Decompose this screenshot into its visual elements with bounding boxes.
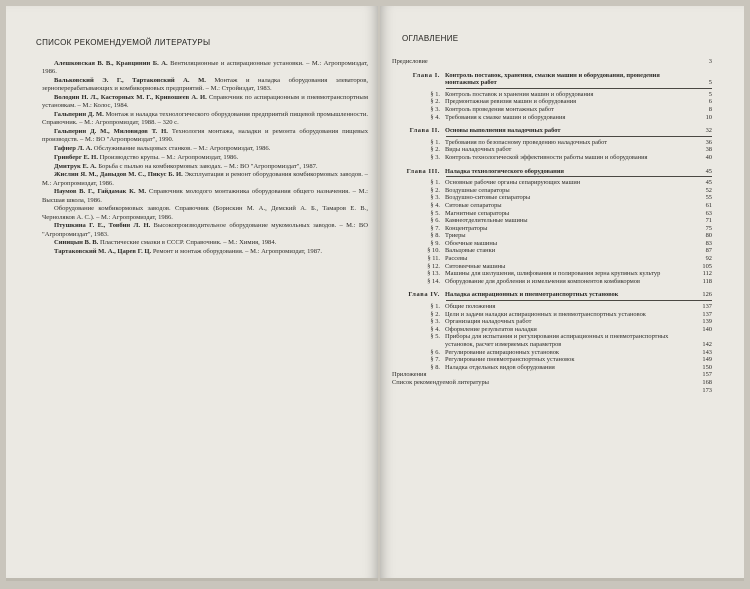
- bibliography-entry: [42, 222, 368, 238]
- bibliography-entry: [42, 60, 368, 76]
- toc-page-number: 140: [702, 325, 712, 333]
- toc-title: Регулирование аспирационных установок: [445, 348, 560, 356]
- bibliography-heading: СПИСОК РЕКОМЕНДУЕМОЙ ЛИТЕРАТУРЫ: [36, 38, 211, 47]
- bibliography-entry: [42, 205, 368, 221]
- toc-title: Требования по безопасному проведению наладочных работ: [445, 138, 608, 146]
- left-page: [6, 6, 378, 581]
- toc-page-number: 126: [702, 291, 712, 299]
- toc-title: Цели и задачи наладки аспирационных и пневмотранспортных установок: [445, 310, 646, 318]
- bibliography-entry: [42, 94, 368, 110]
- toc-section: [392, 98, 712, 106]
- toc-page-number: 71: [705, 217, 712, 225]
- entry-author: Вальковский Э. Г., Тартаковский А. М.: [54, 77, 206, 84]
- toc-section: [392, 114, 712, 122]
- toc-section: [392, 232, 712, 240]
- toc-title: Наладка аспирационных и пневмотранспортных установок: [445, 291, 619, 299]
- toc-label: Глава II.: [409, 127, 440, 135]
- bibliography-entry: [42, 248, 368, 256]
- toc-page-number: 143: [702, 348, 712, 356]
- chapter-rule: [446, 88, 712, 89]
- toc-page-number: 52: [705, 186, 712, 194]
- toc-label: § 4.: [430, 325, 440, 333]
- toc-page-number: 32: [705, 127, 712, 135]
- toc-page-number: 10: [705, 113, 712, 121]
- toc-title: Триеры: [445, 232, 466, 240]
- entry-text: Пластические смазки в СССР. Справочник. – М.: Химия, 1984.: [99, 239, 277, 247]
- toc-page-number: 80: [705, 232, 712, 240]
- toc-page-number: 112: [702, 270, 712, 278]
- toc-page-number: 3: [708, 58, 712, 65]
- toc-title: Наладка технологического оборудования: [445, 167, 564, 175]
- toc-section: [392, 217, 712, 225]
- toc-title: Требования к смазке машин и оборудования: [445, 113, 566, 121]
- toc-page-number: 87: [705, 247, 712, 255]
- toc-section: [392, 326, 712, 334]
- toc-title: Воздушно-ситовые сепараторы: [445, 194, 531, 202]
- toc-title: Оформление результатов наладки: [445, 325, 537, 333]
- toc-label: § 2.: [430, 310, 440, 318]
- toc-label: § 2.: [430, 186, 440, 194]
- toc-section: [392, 303, 712, 311]
- table-of-contents: [392, 58, 712, 394]
- entry-text: Технология монтажа, наладки и ремонта оборудования пищевых производств. – М.: ВО "Агропромиздат", 1990.: [42, 128, 368, 144]
- entry-text: Монтаж и наладка технологического оборудования предприятий пищевой промышленности. Справочник. – М.: Агропромиздат, 1988. – 320 с.: [42, 111, 368, 127]
- toc-title: Камнеотделительные машины: [445, 217, 528, 225]
- toc-title: Предмонтажная ревизия машин и оборудования: [445, 98, 577, 106]
- toc-label: § 1.: [430, 90, 440, 98]
- bibliography-entry: [42, 188, 368, 204]
- toc-label: § 12.: [427, 262, 440, 270]
- toc-page-number: 5: [708, 90, 712, 98]
- toc-label: § 10.: [427, 247, 440, 255]
- toc-section: [392, 311, 712, 319]
- toc-chapter: [392, 72, 712, 87]
- toc-page-number: 118: [702, 277, 712, 285]
- bibliography-entry: [42, 77, 368, 93]
- toc-title: Общие положения: [445, 303, 496, 311]
- toc-page-number: 45: [705, 179, 712, 187]
- toc-page-number: 61: [705, 201, 712, 209]
- toc-title: Наладка отдельных видов оборудования: [445, 363, 555, 371]
- toc-label: § 3.: [430, 194, 440, 202]
- toc-section: [392, 364, 712, 372]
- toc-section: [392, 318, 712, 326]
- toc-label: § 9.: [430, 239, 440, 247]
- toc-section: [392, 146, 712, 154]
- toc-label: § 4.: [430, 201, 440, 209]
- toc-label: § 7.: [430, 224, 440, 232]
- toc-label: § 1.: [430, 179, 440, 187]
- toc-section: [392, 202, 712, 210]
- toc-label: § 6.: [430, 348, 440, 356]
- toc-section: [392, 210, 712, 218]
- toc-page-number: 63: [705, 209, 712, 217]
- toc-title: Рассевы: [445, 255, 468, 263]
- entry-author: Жислин Я. М., Давыдов М. С., Пикус Б. И.: [54, 171, 183, 179]
- toc-page-number: 75: [705, 224, 712, 232]
- toc-section: [392, 225, 712, 233]
- toc-page-number: 105: [702, 262, 712, 270]
- chapter-rule: [446, 300, 712, 301]
- entry-author: Наумов В. Г., Гайдамак К. М.: [54, 188, 147, 196]
- toc-page-number: 6: [708, 98, 712, 106]
- toc-title: Концентраторы: [445, 224, 488, 232]
- toc-label: § 11.: [427, 255, 440, 263]
- toc-label: § 8.: [430, 232, 440, 240]
- toc-page-number: 92: [705, 255, 712, 263]
- entry-author: Володин Н. Л., Касторных М. Г., Кривошеев А. И.: [54, 94, 207, 101]
- toc-title: Приборы для испытания и регулирования аспирационных и пневмотранспортных установок, расчет измеряемых параметров: [445, 333, 669, 348]
- toc-section: [392, 263, 712, 271]
- toc-page-number: 150: [702, 363, 712, 371]
- toc-section: [392, 139, 712, 147]
- toc-label: § 3.: [430, 318, 440, 326]
- toc-title: Контроль поставок и хранения машин и оборудования: [445, 90, 594, 98]
- entry-text: Высокопроизводительное оборудование мукомольных заводов. – М.: ВО "Агропромиздат", 1983.: [42, 222, 368, 238]
- toc-section: [392, 187, 712, 195]
- toc-title: Предисловие: [392, 58, 428, 65]
- right-page: [380, 6, 744, 581]
- bibliography-entry: [42, 154, 368, 162]
- entry-author: Гафнер Л. А.: [54, 145, 93, 152]
- toc-label: § 1.: [430, 138, 440, 146]
- entry-text: Производство крупы. – М.: Агропромиздат, 1986.: [99, 153, 239, 161]
- toc-title: Организация наладочных работ: [445, 318, 532, 326]
- toc-section: [392, 278, 712, 286]
- toc-label: § 4.: [430, 113, 440, 121]
- toc-title: Обоечные машины: [445, 239, 498, 247]
- bibliography-entry: [42, 145, 368, 153]
- toc-label: § 6.: [430, 217, 440, 225]
- toc-label: § 13.: [427, 270, 440, 278]
- toc-label: Глава III.: [406, 167, 440, 175]
- bibliography-entry: [42, 163, 368, 171]
- toc-page-number: 149: [702, 356, 712, 364]
- entry-text: Эксплуатация и ремонт оборудования комбикормовых заводов. – М.: Агропромиздат, 1986.: [42, 171, 368, 187]
- chapter-rule: [446, 136, 712, 137]
- toc-page-number: 173: [702, 386, 712, 394]
- toc-label: § 2.: [430, 146, 440, 154]
- toc-label: § 2.: [430, 98, 440, 106]
- entry-text: Справочник по аспирационным и пневмотранспортным установкам. – М.: Колос, 1984.: [42, 94, 368, 110]
- toc-title: Вальцовые станки: [445, 247, 496, 255]
- chapter-rule: [446, 176, 712, 177]
- toc-page-number: 168: [702, 378, 712, 386]
- toc-page-number: 157: [702, 371, 712, 379]
- toc-label: Глава IV.: [408, 291, 440, 299]
- toc-label: § 5.: [430, 333, 440, 341]
- toc-section: [392, 194, 712, 202]
- toc-title: Ситовеечные машины: [445, 262, 506, 270]
- toc-section: [392, 333, 712, 348]
- toc-label: § 5.: [430, 209, 440, 217]
- page-edge: [380, 578, 744, 581]
- toc-label: § 8.: [430, 363, 440, 371]
- toc-page-number: 8: [708, 105, 712, 113]
- toc-title: Воздушные сепараторы: [445, 186, 510, 194]
- toc-title: Контроль проведения монтажных работ: [445, 105, 554, 113]
- entry-text: Борьба с пылью на комбикормовых заводах. – М.: ВО "Агропромиздат", 1987.: [98, 162, 318, 170]
- entry-text: Обслуживание вальцовых станков. – М.: Агропромиздат, 1986.: [93, 145, 271, 152]
- toc-section: [392, 91, 712, 99]
- toc-section: [392, 255, 712, 263]
- entry-text: Справочник молодого монтажника оборудования общего назначения. – М.: Высшая школа, 1986.: [42, 188, 369, 204]
- toc-section: [392, 349, 712, 357]
- toc-title: Виды наладочных работ: [445, 146, 512, 154]
- toc-title: Контроль поставок, хранения, смазки машин и оборудования, проведения монтажных работ: [445, 71, 660, 87]
- toc-label: § 3.: [430, 153, 440, 161]
- entry-text: Монтаж и наладка оборудования элеваторов, зерноперерабатывающих и комбикормовых предприятий. – М.: Стройиздат, 1983.: [42, 77, 368, 93]
- toc-title: Оборудование для дробления и измельчения компонентов комбикормов: [445, 277, 640, 285]
- toc-section: [392, 106, 712, 114]
- toc-title: Основные рабочие органы сепарирующих машин: [445, 179, 581, 187]
- entry-author: Гальперин Д. М., Миловидов Т. Н.: [54, 128, 168, 135]
- toc-page-number: 142: [702, 341, 712, 348]
- bibliography-list: [42, 60, 368, 257]
- toc-title: Магнитные сепараторы: [445, 209, 510, 217]
- toc-title: Приложения: [392, 371, 427, 379]
- toc-page-number: 55: [705, 194, 712, 202]
- toc-page-number: 45: [705, 167, 712, 175]
- entry-text: Вентиляционные и аспирационные установки. – М.: Агропромиздат, 1986.: [42, 60, 368, 76]
- toc-title: Список рекомендуемой литературы: [392, 378, 489, 386]
- bibliography-entry: [42, 111, 368, 127]
- toc-page-number: 83: [705, 239, 712, 247]
- toc-page-number: 36: [705, 138, 712, 146]
- page-edge: [6, 578, 378, 581]
- toc-page-number: 137: [702, 303, 712, 311]
- toc-label: § 14.: [427, 277, 440, 285]
- bibliography-entry: [42, 171, 368, 187]
- entry-author: Птушкина Г. Е., Товбин Л. Н.: [54, 222, 151, 230]
- toc-section: [392, 356, 712, 364]
- toc-label: Глава I.: [412, 71, 440, 79]
- toc-entry: [392, 387, 712, 395]
- toc-page-number: 38: [705, 146, 712, 154]
- entry-author: Синицын В. В.: [54, 239, 99, 247]
- entry-author: Гринберг Е. Н.: [54, 153, 98, 161]
- toc-title: Машины для шелушения, шлифования и полирования зерна крупяных культур: [445, 270, 661, 278]
- toc-section: [392, 154, 712, 162]
- entry-author: Алешковская В. В., Кравцинин Б. А.: [54, 60, 168, 67]
- toc-title: Регулирование пневмотранспортных установок: [445, 356, 575, 364]
- contents-heading: ОГЛАВЛЕНИЕ: [402, 34, 459, 43]
- bibliography-entry: [42, 128, 368, 144]
- toc-section: [392, 240, 712, 248]
- toc-entry: [392, 58, 712, 66]
- toc-title: Ситовые сепараторы: [445, 201, 502, 209]
- toc-section: [392, 247, 712, 255]
- toc-section: [392, 270, 712, 278]
- entry-author: Тартаковский М. А., Царев Г. Ц.: [54, 248, 152, 256]
- toc-entry: [392, 371, 712, 379]
- toc-label: § 1.: [430, 303, 440, 311]
- toc-page-number: 137: [702, 310, 712, 318]
- toc-chapter: [392, 291, 712, 299]
- toc-title: Основы выполнения наладочных работ: [445, 127, 561, 135]
- toc-section: [392, 179, 712, 187]
- entry-text: Оборудование комбикормовых заводов. Справочник (Борискин М. А., Демский А. Б., Тамаров Е. В., Черноляков А. С.). – М.: Агропромиздат, 1986.: [42, 205, 368, 221]
- toc-chapter: [392, 168, 712, 176]
- toc-label: § 3.: [430, 105, 440, 113]
- toc-page-number: 40: [705, 153, 712, 161]
- toc-chapter: [392, 127, 712, 135]
- toc-label: § 7.: [430, 356, 440, 364]
- toc-title: Контроль технологической эффективности работы машин и оборудования: [445, 153, 648, 161]
- bibliography-entry: [42, 239, 368, 247]
- entry-author: Гальперин Д. М.: [54, 111, 104, 118]
- entry-author: Дмитрук Е. А.: [54, 162, 97, 170]
- toc-page-number: 139: [702, 318, 712, 326]
- toc-page-number: 5: [708, 79, 712, 87]
- entry-text: Ремонт и монтаж оборудования. – М.: Агропромиздат, 1987.: [152, 248, 322, 256]
- toc-entry: [392, 379, 712, 387]
